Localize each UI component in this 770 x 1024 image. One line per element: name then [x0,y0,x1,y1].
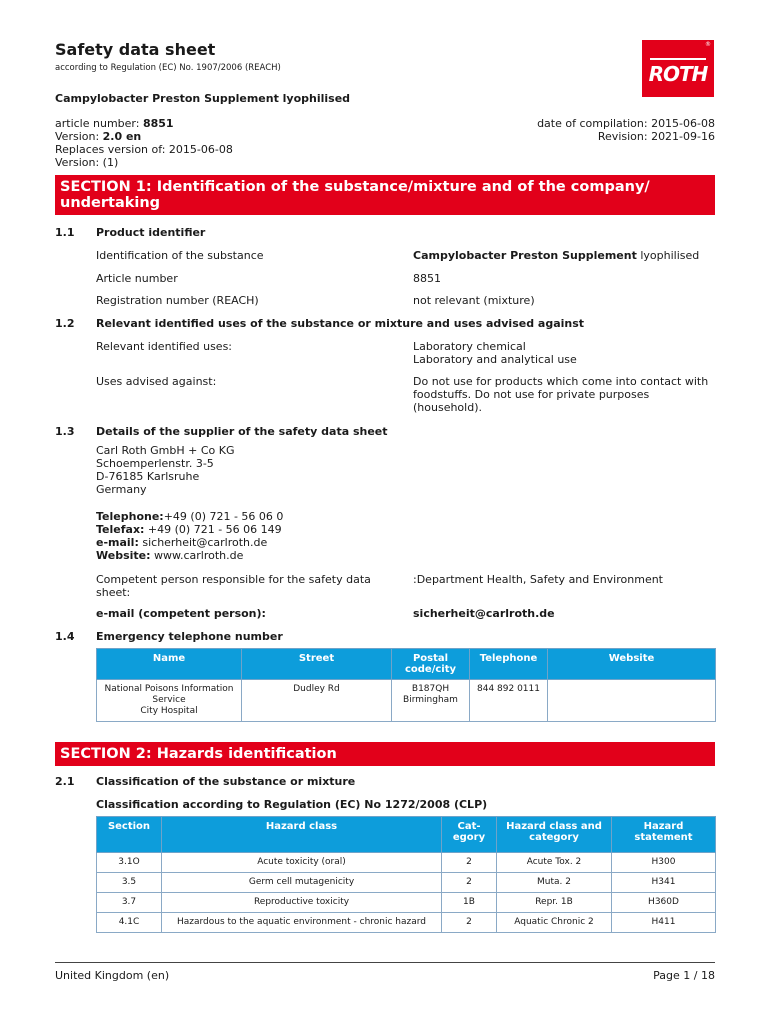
column-header: Hazard class and category [497,817,612,853]
identification-label: Identification of the substance [96,249,264,262]
subsection-1-2-heading: Relevant identified uses of the substance or mixture and uses advised against [96,317,585,330]
section-1-header: SECTION 1: Identification of the substance/mixture and of the company/ undertaking [55,175,715,215]
website-line: Website: www.carlroth.de [96,549,244,562]
competent-person-label: Competent person responsible for the safety data sheet: [96,573,371,599]
identification-value: Campylobacter Preston Supplement lyophilised [413,249,700,262]
registered-mark: ® [705,41,711,48]
column-header: Cat-egory [442,817,497,853]
table-header-row [97,817,716,853]
subsection-1-1-heading: Product identifier [96,226,206,239]
poison-centre-postal: B187QH Birmingham [392,680,470,722]
document-title: Safety data sheet [55,40,216,59]
column-header: Street [242,649,392,680]
page-number: Page 1 / 18 [653,969,715,982]
logo-wordmark: ROTH [648,62,708,86]
subsection-1-3-heading: Details of the supplier of the safety data sheet [96,425,388,438]
competent-email-value: sicherheit@carlroth.de [413,607,555,620]
footer-country: United Kingdom (en) [55,969,170,982]
poison-centre-telephone: 844 892 0111 [470,680,548,722]
table-row [97,680,716,722]
telefax-line: Telefax: +49 (0) 721 - 56 06 149 [96,523,282,536]
article-number-value: 8851 [413,272,441,285]
identified-uses-label: Relevant identified uses: [96,340,233,353]
column-header: Hazard class [162,817,442,853]
competent-person-value: :Department Health, Safety and Environment [413,573,663,586]
footer-divider [55,962,715,963]
subsection-2-1-heading: Classification of the substance or mixture [96,775,356,788]
subsection-1-4-number: 1.4 [55,630,75,643]
identified-uses-value: Laboratory chemical Laboratory and analytical use [413,340,577,366]
table-row: 3.1O Acute toxicity (oral) 2 Acute Tox. 2 H300 [97,853,716,873]
roth-logo [642,40,714,97]
logo-bar [650,58,706,60]
product-name: Campylobacter Preston Supplement lyophilised [55,92,351,105]
subsection-2-1-number: 2.1 [55,775,75,788]
hazard-classification-table [96,816,716,933]
supplier-contacts [96,510,283,562]
email-line: e-mail: sicherheit@carlroth.de [96,536,268,549]
column-header: Name [97,649,242,680]
subsection-1-1-number: 1.1 [55,226,75,239]
revision-date: Revision: 2021-09-16 [597,130,715,143]
uses-against-value: Do not use for products which come into contact with foodstuffs. Do not use for private purposes (household). [413,375,709,414]
poison-centre-street: Dudley Rd [242,680,392,722]
subsection-1-2-number: 1.2 [55,317,75,330]
table-row: 4.1C Hazardous to the aquatic environment - chronic hazard 2 Aquatic Chronic 2 H411 [97,913,716,933]
uses-against-label: Uses advised against: [96,375,217,388]
poison-centre-name: National Poisons Information Service City Hospital [97,680,242,722]
clp-classification-heading: Classification according to Regulation (EC) No 1272/2008 (CLP) [96,798,488,811]
version-meta [55,117,233,169]
table-row: 3.5 Germ cell mutagenicity 2 Muta. 2 H341 [97,873,716,893]
article-number-label: Article number [96,272,178,285]
section-2-header: SECTION 2: Hazards identification [55,742,715,766]
date-meta [537,117,715,143]
column-header: Hazard statement [612,817,716,853]
compilation-date: date of compilation: 2015-06-08 [537,117,715,130]
emergency-contacts-table [96,648,716,722]
competent-email-label: e-mail (competent person): [96,607,266,620]
table-header-row [97,649,716,680]
poison-centre-website [548,680,716,722]
supplier-address: Carl Roth GmbH + Co KG Schoemperlenstr. 3-5 D-76185 Karlsruhe Germany [96,444,235,496]
version-paren-line: Version: (1) [55,156,119,169]
registration-label: Registration number (REACH) [96,294,259,307]
subsection-1-3-number: 1.3 [55,425,75,438]
subsection-1-4-heading: Emergency telephone number [96,630,283,643]
registration-value: not relevant (mixture) [413,294,535,307]
replaces-line: Replaces version of: 2015-06-08 [55,143,233,156]
column-header: Website [548,649,716,680]
article-number-line: article number: 8851 [55,117,174,130]
column-header: Telephone [470,649,548,680]
regulation-subtitle: according to Regulation (EC) No. 1907/2006 (REACH) [55,63,281,73]
table-row: 3.7 Reproductive toxicity 1B Repr. 1B H360D [97,893,716,913]
column-header: Postal code/city [392,649,470,680]
telephone-line: Telephone:+49 (0) 721 - 56 06 0 [96,510,284,523]
column-header: Section [97,817,162,853]
version-line: Version: 2.0 en [55,130,142,143]
